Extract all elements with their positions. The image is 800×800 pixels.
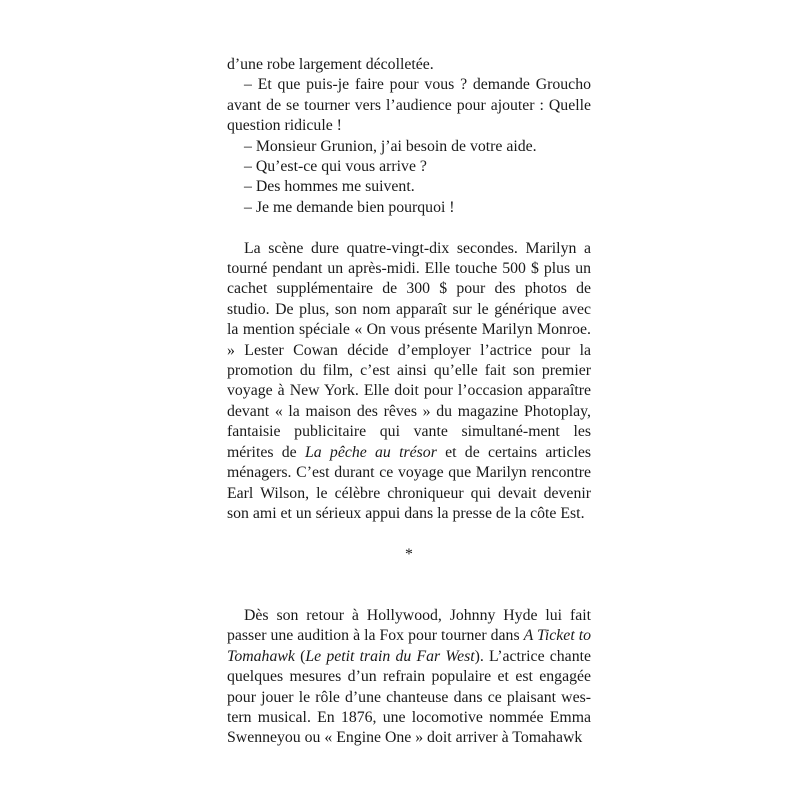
film-title: Le petit train du Far West xyxy=(305,647,475,665)
body-paragraph xyxy=(227,606,591,749)
dialogue-line: – Monsieur Grunion, j’ai besoin de votre aide. xyxy=(244,137,537,155)
text-run: et de certains articles ménagers. C’est durant ce voyage que Marilyn rencontre Earl Wilson, le célèbre chroniqueur qui devait devenir son ami et un sérieux appui dans la presse de la côte Est. xyxy=(227,443,591,522)
book-page xyxy=(227,55,591,749)
dialogue-line: – Des hommes me suivent. xyxy=(244,178,415,196)
film-title: A Ticket to Tomahawk xyxy=(227,627,591,665)
paragraph-gap xyxy=(227,565,591,606)
section-separator: * xyxy=(405,545,413,563)
paragraph-gap xyxy=(227,218,591,238)
body-paragraph xyxy=(227,239,591,525)
film-title: La pêche au trésor xyxy=(304,443,437,461)
text-run: Dès son retour à Hollywood, Johnny Hyde lui fait passer une audition à la Fox pour tourner dans xyxy=(227,606,591,645)
dialogue-line: d’une robe largement décolletée. xyxy=(227,56,434,73)
dialogue-line: – Qu’est-ce qui vous arrive ? xyxy=(244,158,427,176)
dialogue-line: – Je me demande bien pourquoi ! xyxy=(244,198,455,216)
text-run: La scène dure quatre-vingt-dix secondes. Marilyn a tourné pendant un après-midi. Elle touche 500 $ plus un cachet supplémentaire de 300 $ pour des photos de studio. De plus, son nom apparaît sur le générique avec la mention spéciale « On vous présente Marilyn Monroe. » Lester Cowan décide d’employer l’actrice pour la promotion du film, c’est ainsi qu’elle fait son premier voyage à New York. Elle doit pour l’occasion apparaître devant « la maison des rêves » du magazine Photoplay, fantaisie publicitaire qui vante simultané-ment les mérites de xyxy=(227,239,591,461)
text-run: ). L’actrice chante quelques mesures d’un refrain populaire et est engagée pour jouer le rôle d’une chanteuse dans ce plaisant wes-tern musical. En 1876, une locomotive nommée Emma Swenneyou ou « Engine One » doit arriver à Tomahawk xyxy=(227,647,591,747)
paragraph-gap xyxy=(227,524,591,544)
dialogue-line: – Et que puis-je faire pour vous ? demande Groucho avant de se tourner vers l’audience pour ajouter : Quelle question ridicule ! xyxy=(227,76,591,135)
text-run: ( xyxy=(294,647,306,665)
